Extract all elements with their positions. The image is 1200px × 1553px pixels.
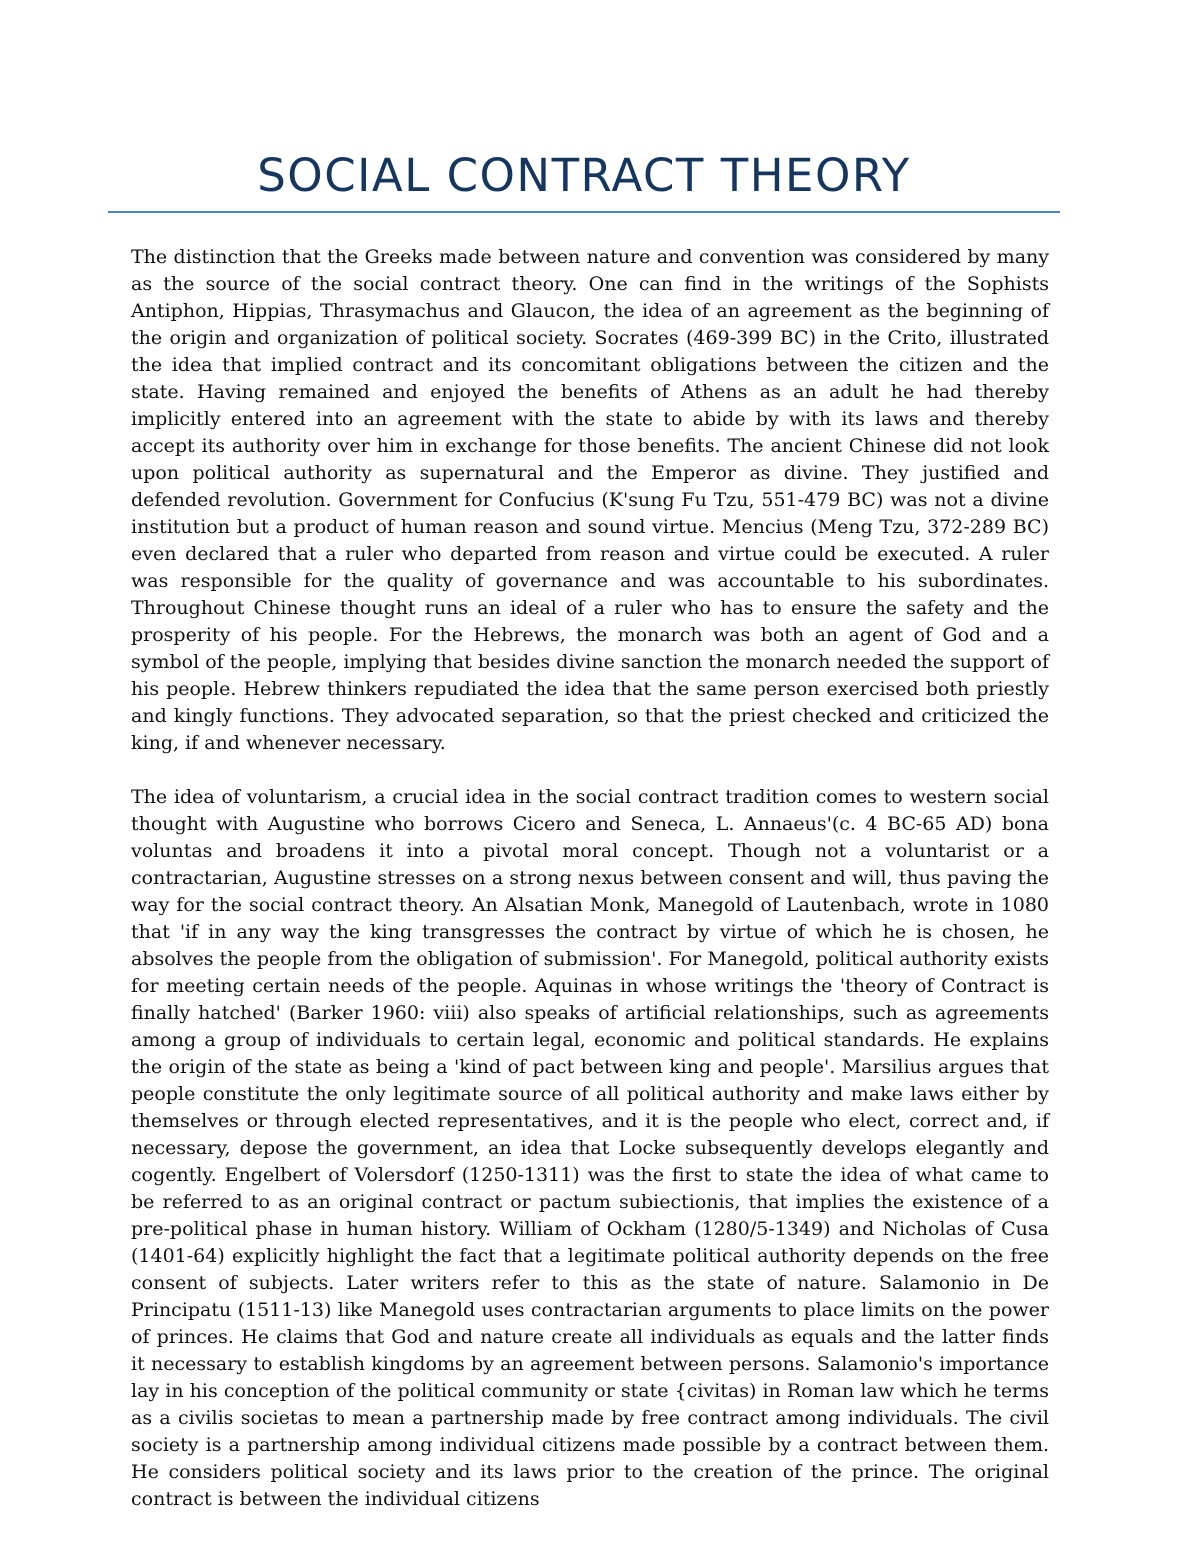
document-body <box>131 244 1049 1513</box>
page-title: SOCIAL CONTRACT THEORY <box>257 149 911 202</box>
paragraph-2: The idea of voluntarism, a crucial idea in the social contract tradition comes to western social thought with Augustine who borrows Cicero and Seneca, L. Annaeus'(c. 4 BC-65 AD) bona voluntas and broadens it into a pivotal moral concept. Though not a voluntarist or a contractarian, Augustine stresses on a strong nexus between consent and will, thus paving the way for the social contract theory. An Alsatian Monk, Manegold of Lautenbach, wrote in 1080 that 'if in any way the king transgresses the contract by virtue of which he is chosen, he absolves the people from the obligation of submission'. For Manegold, political authority exists for meeting certain needs of the people. Aquinas in whose writings the 'theory of Contract is finally hatched' (Barker 1960: viii) also speaks of artificial relationships, such as agreements among a group of individuals to certain legal, economic and political standards. He explains the origin of the state as being a 'kind of pact between king and people'. Marsilius argues that people constitute the only legitimate source of all political authority and make laws either by themselves or through elected representatives, and it is the people who elect, correct and, if necessary, depose the government, an idea that Locke subsequently develops elegantly and cogently. Engelbert of Volersdorf (1250-1311) was the first to state the idea of what came to be referred to as an original contract or pactum subiectionis, that implies the existence of a pre-political phase in human history. William of Ockham (1280/5-1349) and Nicholas of Cusa (1401-64) explicitly highlight the fact that a legitimate political authority depends on the free consent of subjects. Later writers refer to this as the state of nature. Salamonio in De Principatu (1511-13) like Manegold uses contractarian arguments to place limits on the power of princes. He claims that God and nature create all individuals as equals and the latter finds it necessary to establish kingdoms by an agreement between persons. Salamonio's importance lay in his conception of the political community or state {civitas) in Roman law which he terms as a civilis societas to mean a partnership made by free contract among individuals. The civil society is a partnership among individual citizens made possible by a contract between them. He considers political society and its laws prior to the creation of the prince. The original contract is between the individual citizens <box>131 786 1049 1510</box>
paragraph-1: The distinction that the Greeks made between nature and convention was considered by many as the source of the social contract theory. One can find in the writings of the Sophists Antiphon, Hippias, Thrasymachus and Glaucon, the idea of an agreement as the beginning of the origin and organization of political society. Socrates (469-399 BC) in the Crito, illustrated the idea that implied contract and its concomitant obligations between the citizen and the state. Having remained and enjoyed the benefits of Athens as an adult he had thereby implicitly entered into an agreement with the state to abide by with its laws and thereby accept its authority over him in exchange for those benefits. The ancient Chinese did not look upon political authority as supernatural and the Emperor as divine. They justified and defended revolution. Government for Confucius (K'sung Fu Tzu, 551-479 BC) was not a divine institution but a product of human reason and sound virtue. Mencius (Meng Tzu, 372-289 BC) even declared that a ruler who departed from reason and virtue could be executed. A ruler was responsible for the quality of governance and was accountable to his subordinates. Throughout Chinese thought runs an ideal of a ruler who has to ensure the safety and the prosperity of his people. For the Hebrews, the monarch was both an agent of God and a symbol of the people, implying that besides divine sanction the monarch needed the support of his people. Hebrew thinkers repudiated the idea that the same person exercised both priestly and kingly functions. They advocated separation, so that the priest checked and criticized the king, if and whenever necessary. <box>131 246 1049 754</box>
title-underline <box>108 211 1060 213</box>
